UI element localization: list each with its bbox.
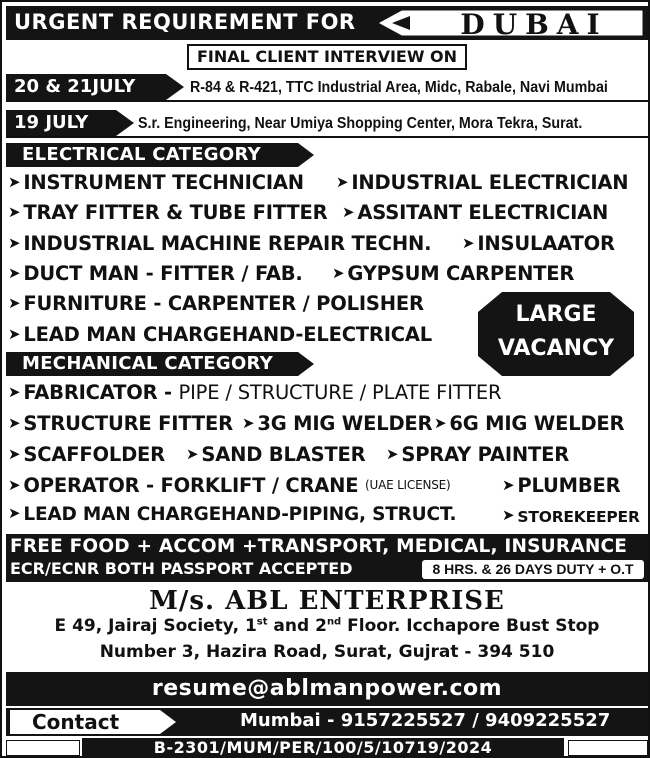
bullet-arrow-icon: ➤ <box>386 445 399 463</box>
mechanical-category-banner <box>6 352 316 376</box>
bullet-arrow-icon: ➤ <box>8 445 21 463</box>
benefits-line-2: ECR/ECNR BOTH PASSPORT ACCEPTED <box>10 559 353 578</box>
job-furniture-carpenter: ➤ FURNITURE - CARPENTER / POLISHER <box>8 292 424 315</box>
bullet-arrow-icon: ➤ <box>242 414 255 432</box>
job-lead-man-piping: ➤ LEAD MAN CHARGEHAND-PIPING, STRUCT. <box>8 504 457 525</box>
bullet-arrow-icon: ➤ <box>502 506 515 524</box>
electrical-category-banner <box>6 143 316 167</box>
bullet-arrow-icon: ➤ <box>336 173 349 191</box>
reference-number: B-2301/MUM/PER/100/5/10719/2024 <box>82 738 564 758</box>
contact-phone-numbers[interactable]: Mumbai - 9157225527 / 9409225527 <box>240 710 611 731</box>
header-bar <box>6 6 648 40</box>
company-address-line-1: E 49, Jairaj Society, 1st and 2nd Floor. Icchapore Bust Stop <box>54 616 600 636</box>
bullet-arrow-icon: ➤ <box>8 234 21 252</box>
bullet-arrow-icon: ➤ <box>502 476 515 494</box>
bullet-arrow-icon: ➤ <box>462 234 475 252</box>
venue-row-1 <box>6 74 648 102</box>
contact-label: Contact <box>32 710 120 734</box>
reference-frame-left <box>6 740 80 756</box>
contact-bar <box>6 708 648 736</box>
duty-hours-badge: 8 HRS. & 26 DAYS DUTY + O.T <box>422 560 644 579</box>
bullet-arrow-icon: ➤ <box>8 173 21 191</box>
bullet-arrow-icon: ➤ <box>8 294 21 312</box>
job-gypsum-carpenter: ➤ GYPSUM CARPENTER <box>332 262 575 285</box>
job-instrument-technician: ➤ INSTRUMENT TECHNICIAN <box>8 171 304 194</box>
job-6g-mig-welder: ➤ 6G MIG WELDER <box>434 412 625 435</box>
job-assistant-electrician: ➤ ASSITANT ELECTRICIAN <box>342 201 609 224</box>
bullet-arrow-icon: ➤ <box>434 414 447 432</box>
bullet-arrow-icon: ➤ <box>342 203 355 221</box>
job-scaffolder: ➤ SCAFFOLDER <box>8 443 165 466</box>
venue-dates-2: 19 JULY <box>14 112 89 133</box>
job-structure-fitter: ➤ STRUCTURE FITTER <box>8 412 233 435</box>
bullet-arrow-icon: ➤ <box>8 476 21 494</box>
mechanical-category-label: MECHANICAL CATEGORY <box>22 353 274 374</box>
job-plumber: ➤ PLUMBER <box>502 474 621 497</box>
bullet-arrow-icon: ➤ <box>8 264 21 282</box>
contact-tag <box>10 710 178 734</box>
job-tray-tube-fitter: ➤ TRAY FITTER & TUBE FITTER <box>8 201 328 224</box>
company-name: M/s. ABL ENTERPRISE <box>149 586 505 616</box>
large-vacancy-badge <box>478 292 634 376</box>
bullet-arrow-icon: ➤ <box>8 383 21 401</box>
venue-address-1: R-84 & R-421, TTC Industrial Area, Midc, Rabale, Navi Mumbai <box>190 79 608 96</box>
bullet-arrow-icon: ➤ <box>8 325 21 343</box>
bullet-arrow-icon: ➤ <box>186 445 199 463</box>
job-storekeeper: ➤ STOREKEEPER <box>502 506 640 526</box>
job-duct-man: ➤ DUCT MAN - FITTER / FAB. <box>8 262 303 285</box>
company-address-line-2: Number 3, Hazira Road, Surat, Gujrat - 394 510 <box>99 642 555 662</box>
job-machine-repair-technician: ➤ INDUSTRIAL MACHINE REPAIR TECHN. <box>8 232 432 255</box>
bullet-arrow-icon: ➤ <box>8 504 21 522</box>
job-fabricator: ➤ FABRICATOR - PIPE / STRUCTURE / PLATE FITTER <box>8 381 502 404</box>
destination-text: DUBAI <box>460 8 608 41</box>
license-note: (UAE LICENSE) <box>365 478 451 492</box>
electrical-category-label: ELECTRICAL CATEGORY <box>22 144 261 165</box>
bullet-arrow-icon: ➤ <box>332 264 345 282</box>
benefits-line-1: FREE FOOD + ACCOM +TRANSPORT, MEDICAL, INSURANCE <box>10 536 628 557</box>
venue-row-2 <box>6 110 648 138</box>
interview-label: FINAL CLIENT INTERVIEW ON <box>187 44 467 70</box>
job-spray-painter: ➤ SPRAY PAINTER <box>386 443 570 466</box>
badge-line-2: VACANCY <box>497 336 615 361</box>
benefits-bar <box>6 534 648 582</box>
job-insulator: ➤ INSULAATOR <box>462 232 615 255</box>
reference-frame-right <box>568 740 648 756</box>
bullet-arrow-icon: ➤ <box>8 414 21 432</box>
job-lead-man-electrical: ➤ LEAD MAN CHARGEHAND-ELECTRICAL <box>8 323 433 346</box>
badge-line-1: LARGE <box>515 302 597 327</box>
venue-address-2: S.r. Engineering, Near Umiya Shopping Center, Mora Tekra, Surat. <box>138 115 583 132</box>
email-address[interactable]: resume@ablmanpower.com <box>6 672 648 706</box>
bullet-arrow-icon: ➤ <box>8 203 21 221</box>
job-3g-mig-welder: ➤ 3G MIG WELDER <box>242 412 433 435</box>
venue-dates-1: 20 & 21JULY <box>14 76 136 97</box>
job-sand-blaster: ➤ SAND BLASTER <box>186 443 366 466</box>
job-industrial-electrician: ➤ INDUSTRIAL ELECTRICIAN <box>336 171 629 194</box>
destination-banner <box>378 8 644 41</box>
header-title: URGENT REQUIREMENT FOR <box>14 10 356 34</box>
job-operator-forklift-crane: ➤ OPERATOR - FORKLIFT / CRANE (UAE LICENSE) <box>8 474 451 497</box>
